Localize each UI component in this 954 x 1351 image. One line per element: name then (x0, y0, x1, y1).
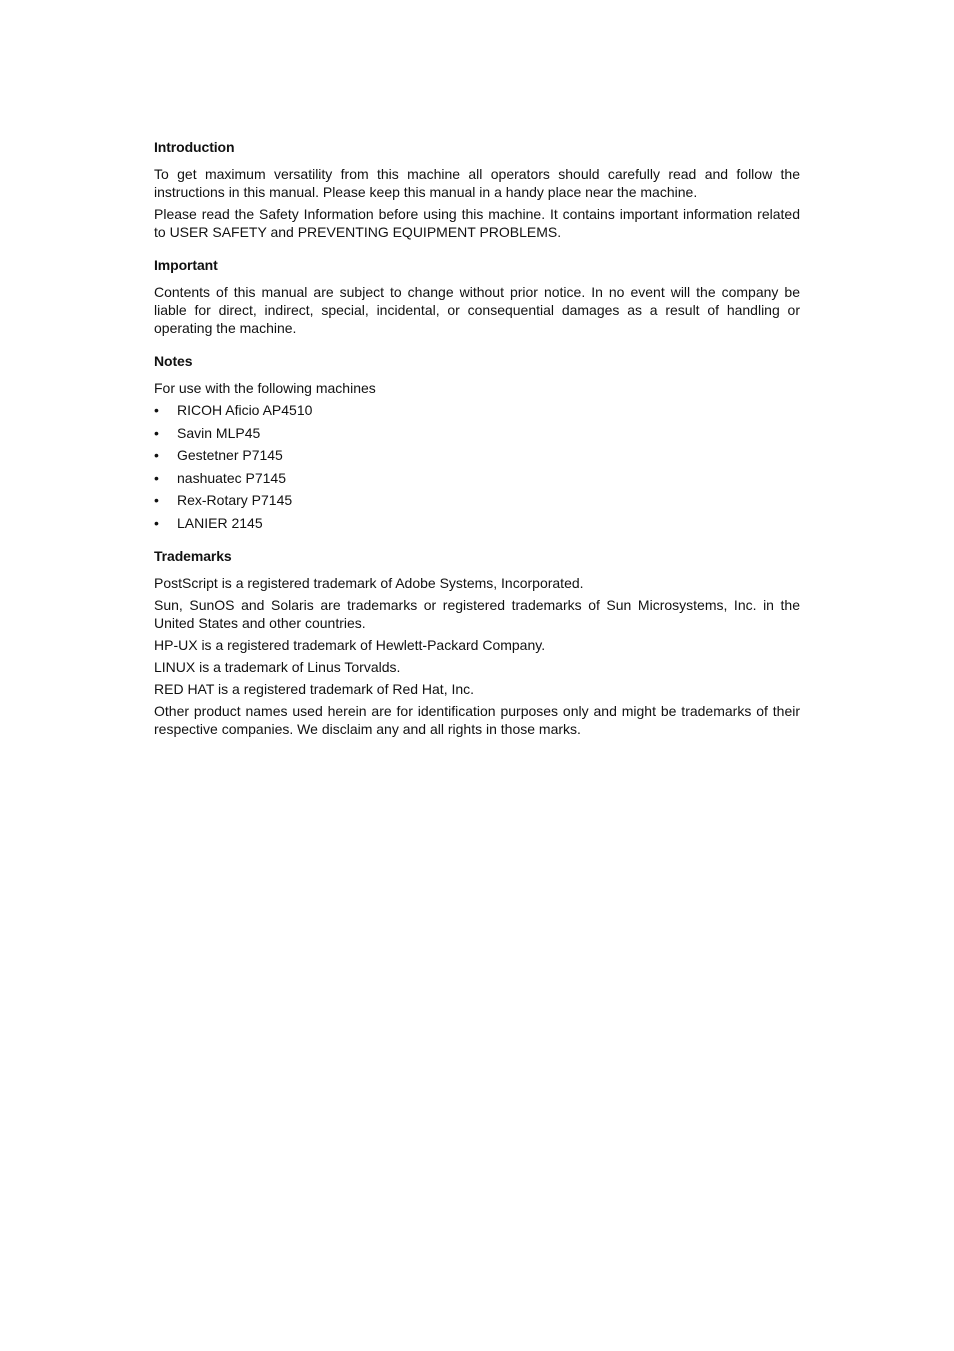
machine-name: Gestetner P7145 (177, 447, 283, 463)
heading-introduction: Introduction (154, 139, 235, 155)
section-introduction (154, 137, 800, 241)
trademark-paragraph-4: LINUX is a trademark of Linus Torvalds. (154, 658, 401, 675)
trademark-paragraph-3: HP-UX is a registered trademark of Hewlett-Packard Company. (154, 636, 546, 653)
trademark-paragraph-6: Other product names used herein are for identification purposes only and might be trademarks of their respective companies. We disclaim any and all rights in those marks. (154, 702, 800, 737)
heading-notes: Notes (154, 353, 193, 369)
bullet-icon: • (154, 469, 159, 486)
bullet-icon: • (154, 402, 159, 418)
bullet-icon: • (154, 492, 159, 508)
machine-name: Savin MLP45 (177, 424, 261, 441)
list-item (154, 491, 800, 509)
notes-intro: For use with the following machines (154, 380, 376, 396)
machine-name: Rex-Rotary P7145 (177, 492, 293, 508)
heading-trademarks: Trademarks (154, 547, 232, 564)
heading-important: Important (154, 257, 218, 273)
machine-name: nashuatec P7145 (177, 469, 286, 486)
intro-paragraph-1: To get maximum versatility from this machine all operators should carefully read and follow the instructions in this manual. Please keep this manual in a handy place near the machine. (154, 166, 800, 200)
section-important (154, 255, 800, 337)
section-notes (154, 351, 800, 532)
bullet-icon: • (154, 424, 159, 441)
section-trademarks (154, 546, 800, 738)
list-item (154, 424, 800, 442)
important-paragraph-1: Contents of this manual are subject to change without prior notice. In no event will the company be liable for direct, indirect, special, incidental, or consequential damages as a result of handling or operating the machine. (154, 284, 800, 336)
machine-name: RICOH Aficio AP4510 (177, 402, 313, 418)
list-item (154, 469, 800, 487)
list-item (154, 401, 800, 419)
list-item (154, 514, 800, 532)
list-item (154, 446, 800, 464)
document-page (154, 137, 800, 742)
bullet-icon: • (154, 447, 159, 463)
intro-paragraph-2: Please read the Safety Information before using this machine. It contains important information related to USER SAFETY and PREVENTING EQUIPMENT PROBLEMS. (154, 206, 800, 240)
trademark-paragraph-2: Sun, SunOS and Solaris are trademarks or registered trademarks of Sun Microsystems, Inc. in the United States and other countries. (154, 596, 800, 631)
bullet-icon: • (154, 514, 159, 531)
machine-list (154, 401, 800, 532)
machine-name: LANIER 2145 (177, 514, 263, 531)
trademark-paragraph-5: RED HAT is a registered trademark of Red Hat, Inc. (154, 680, 475, 697)
trademark-paragraph-1: PostScript is a registered trademark of Adobe Systems, Incorporated. (154, 574, 584, 591)
